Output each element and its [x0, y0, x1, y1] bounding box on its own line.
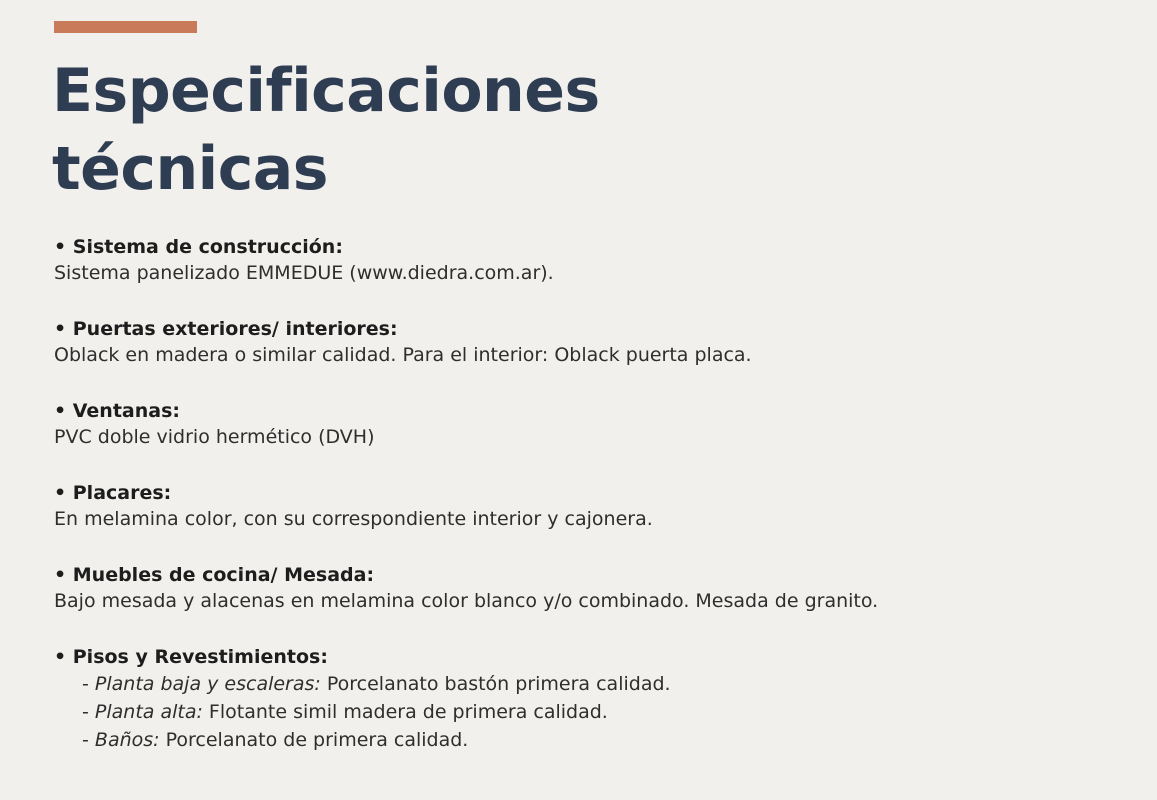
specifications-list — [54, 234, 1134, 783]
spec-text: En melamina color, con su correspondiente interior y cajonera. — [54, 508, 653, 530]
spec-heading: • Muebles de cocina/ Mesada: — [54, 564, 375, 586]
spec-text: Bajo mesada y alacenas en melamina color blanco y/o combinado. Mesada de granito. — [54, 590, 879, 612]
spec-sistema-construccion — [54, 234, 1134, 287]
sub-item-dash: - — [82, 701, 95, 723]
spec-muebles-cocina — [54, 562, 1134, 615]
spec-heading: • Pisos y Revestimientos: — [54, 646, 328, 668]
sub-item-label: Baños: — [94, 729, 160, 751]
sub-item-dash: - — [82, 673, 95, 695]
spec-text: Sistema panelizado EMMEDUE (www.diedra.com.ar). — [54, 262, 554, 284]
sub-item-text: Flotante simil madera de primera calidad. — [202, 701, 608, 723]
sub-item-text: Porcelanato de primera calidad. — [159, 729, 469, 751]
spec-text: PVC doble vidrio hermético (DVH) — [54, 426, 375, 448]
page-title-line-2: técnicas — [52, 134, 328, 204]
sub-item-text: Porcelanato bastón primera calidad. — [320, 673, 671, 695]
page-title — [52, 52, 600, 208]
sub-item-label: Planta alta: — [94, 701, 203, 723]
spec-heading: • Puertas exteriores/ interiores: — [54, 318, 398, 340]
sub-item-label: Planta baja y escaleras: — [94, 673, 321, 695]
spec-pisos-revestimientos — [54, 644, 1134, 754]
spec-heading: • Placares: — [54, 482, 172, 504]
sub-item-planta-alta — [82, 698, 1134, 726]
sub-item-planta-baja — [82, 670, 1134, 698]
spec-ventanas — [54, 398, 1134, 451]
accent-bar — [54, 21, 197, 33]
spec-heading: • Sistema de construcción: — [54, 236, 343, 258]
spec-text: Oblack en madera o similar calidad. Para el interior: Oblack puerta placa. — [54, 344, 752, 366]
spec-puertas — [54, 316, 1134, 369]
sub-item-dash: - — [82, 729, 95, 751]
sub-item-banos — [82, 726, 1134, 754]
sub-items-list — [54, 670, 1134, 754]
spec-placares — [54, 480, 1134, 533]
spec-heading: • Ventanas: — [54, 400, 180, 422]
page-title-line-1: Especificaciones — [52, 56, 600, 126]
